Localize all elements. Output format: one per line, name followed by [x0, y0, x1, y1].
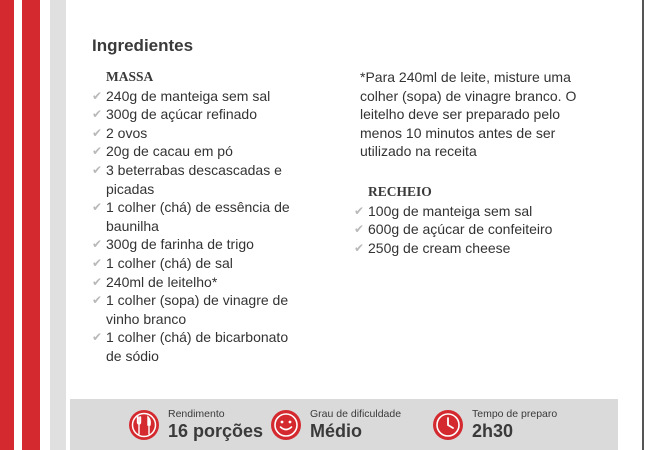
decor-stripe-red-inner	[22, 0, 40, 450]
list-item	[92, 161, 302, 198]
check-icon: ✔	[92, 107, 103, 122]
ingredient-text: 240g de manteiga sem sal	[106, 87, 271, 104]
check-icon: ✔	[92, 144, 103, 159]
list-item	[92, 273, 302, 292]
rendimento-texts	[168, 408, 263, 442]
ingredient-text: 2 ovos	[106, 124, 148, 141]
ingredient-text: 1 colher (sopa) de vinagre de vinho branco	[106, 292, 289, 327]
check-icon: ✔	[92, 293, 103, 308]
list-item	[92, 124, 302, 143]
right-column	[354, 68, 594, 257]
ingredient-text: 3 beterrabas descascadas e picadas	[106, 161, 282, 197]
tempo-info	[432, 399, 557, 450]
section-title: Ingredientes	[92, 36, 194, 55]
clock-icon	[432, 409, 464, 441]
ingredient-text: 1 colher (chá) de bicarbonato de sódio	[106, 329, 289, 364]
check-icon: ✔	[92, 255, 103, 270]
ingredient-text: 300g de farinha de trigo	[106, 236, 254, 253]
list-item	[92, 198, 302, 235]
rendimento-label: Rendimento	[168, 407, 225, 420]
ingredient-text: 250g de cream cheese	[368, 239, 511, 256]
check-icon: ✔	[92, 274, 103, 289]
ingredient-text: 1 colher (chá) de sal	[106, 254, 233, 271]
decor-stripe-red-outer	[0, 0, 14, 450]
list-item	[92, 254, 302, 273]
ingredient-text: 600g de açúcar de confeiteiro	[368, 221, 553, 238]
check-icon: ✔	[354, 240, 365, 255]
check-icon: ✔	[92, 88, 103, 103]
check-icon: ✔	[354, 222, 365, 237]
check-icon: ✔	[354, 203, 365, 218]
tempo-texts	[472, 408, 557, 442]
decor-stripe-gap	[40, 0, 50, 450]
decor-stripe-gray	[50, 0, 66, 450]
check-icon: ✔	[92, 162, 103, 177]
massa-column	[92, 68, 302, 366]
dificuldade-label: Grau de dificuldade	[310, 407, 402, 420]
tempo-label: Tempo de preparo	[472, 407, 558, 420]
spacer	[354, 161, 594, 183]
ingredient-text: 100g de manteiga sem sal	[368, 202, 533, 219]
recipe-content	[92, 0, 632, 395]
recipe-info-bar	[70, 399, 618, 450]
dificuldade-value: Médio	[310, 420, 362, 441]
list-item	[354, 239, 594, 258]
list-item	[354, 202, 594, 221]
list-item	[92, 328, 302, 365]
decor-stripe-gap	[14, 0, 22, 450]
check-icon: ✔	[92, 330, 103, 345]
rendimento-value: 16 porções	[168, 420, 264, 441]
ingredient-text: 240ml de leitelho*	[106, 273, 218, 290]
dificuldade-texts	[310, 408, 401, 442]
dificuldade-info	[270, 399, 401, 450]
page-border	[642, 0, 644, 450]
list-item	[92, 87, 302, 106]
list-item	[354, 220, 594, 239]
massa-list	[92, 87, 302, 366]
ingredient-text: 20g de cacau em pó	[106, 143, 233, 160]
list-item	[92, 291, 302, 328]
check-icon: ✔	[92, 237, 103, 252]
rendimento-info	[128, 399, 263, 450]
recheio-list	[354, 202, 594, 258]
leitelho-note: *Para 240ml de leite, misture uma colher (sopa) de vinagre branco. O leitelho deve ser preparado pelo menos 10 minutos antes de ser utilizado na receita	[360, 69, 577, 160]
list-item	[92, 105, 302, 124]
smiley-icon	[270, 409, 302, 441]
check-icon: ✔	[92, 200, 103, 215]
ingredient-text: 1 colher (chá) de essência de baunilha	[106, 199, 290, 234]
list-item	[92, 235, 302, 254]
list-item	[92, 142, 302, 161]
cutlery-icon	[128, 409, 160, 441]
check-icon: ✔	[92, 125, 103, 140]
massa-heading: MASSA	[106, 69, 154, 84]
ingredient-text: 300g de açúcar refinado	[106, 106, 257, 123]
recheio-heading: RECHEIO	[368, 183, 432, 199]
tempo-value: 2h30	[472, 420, 514, 441]
